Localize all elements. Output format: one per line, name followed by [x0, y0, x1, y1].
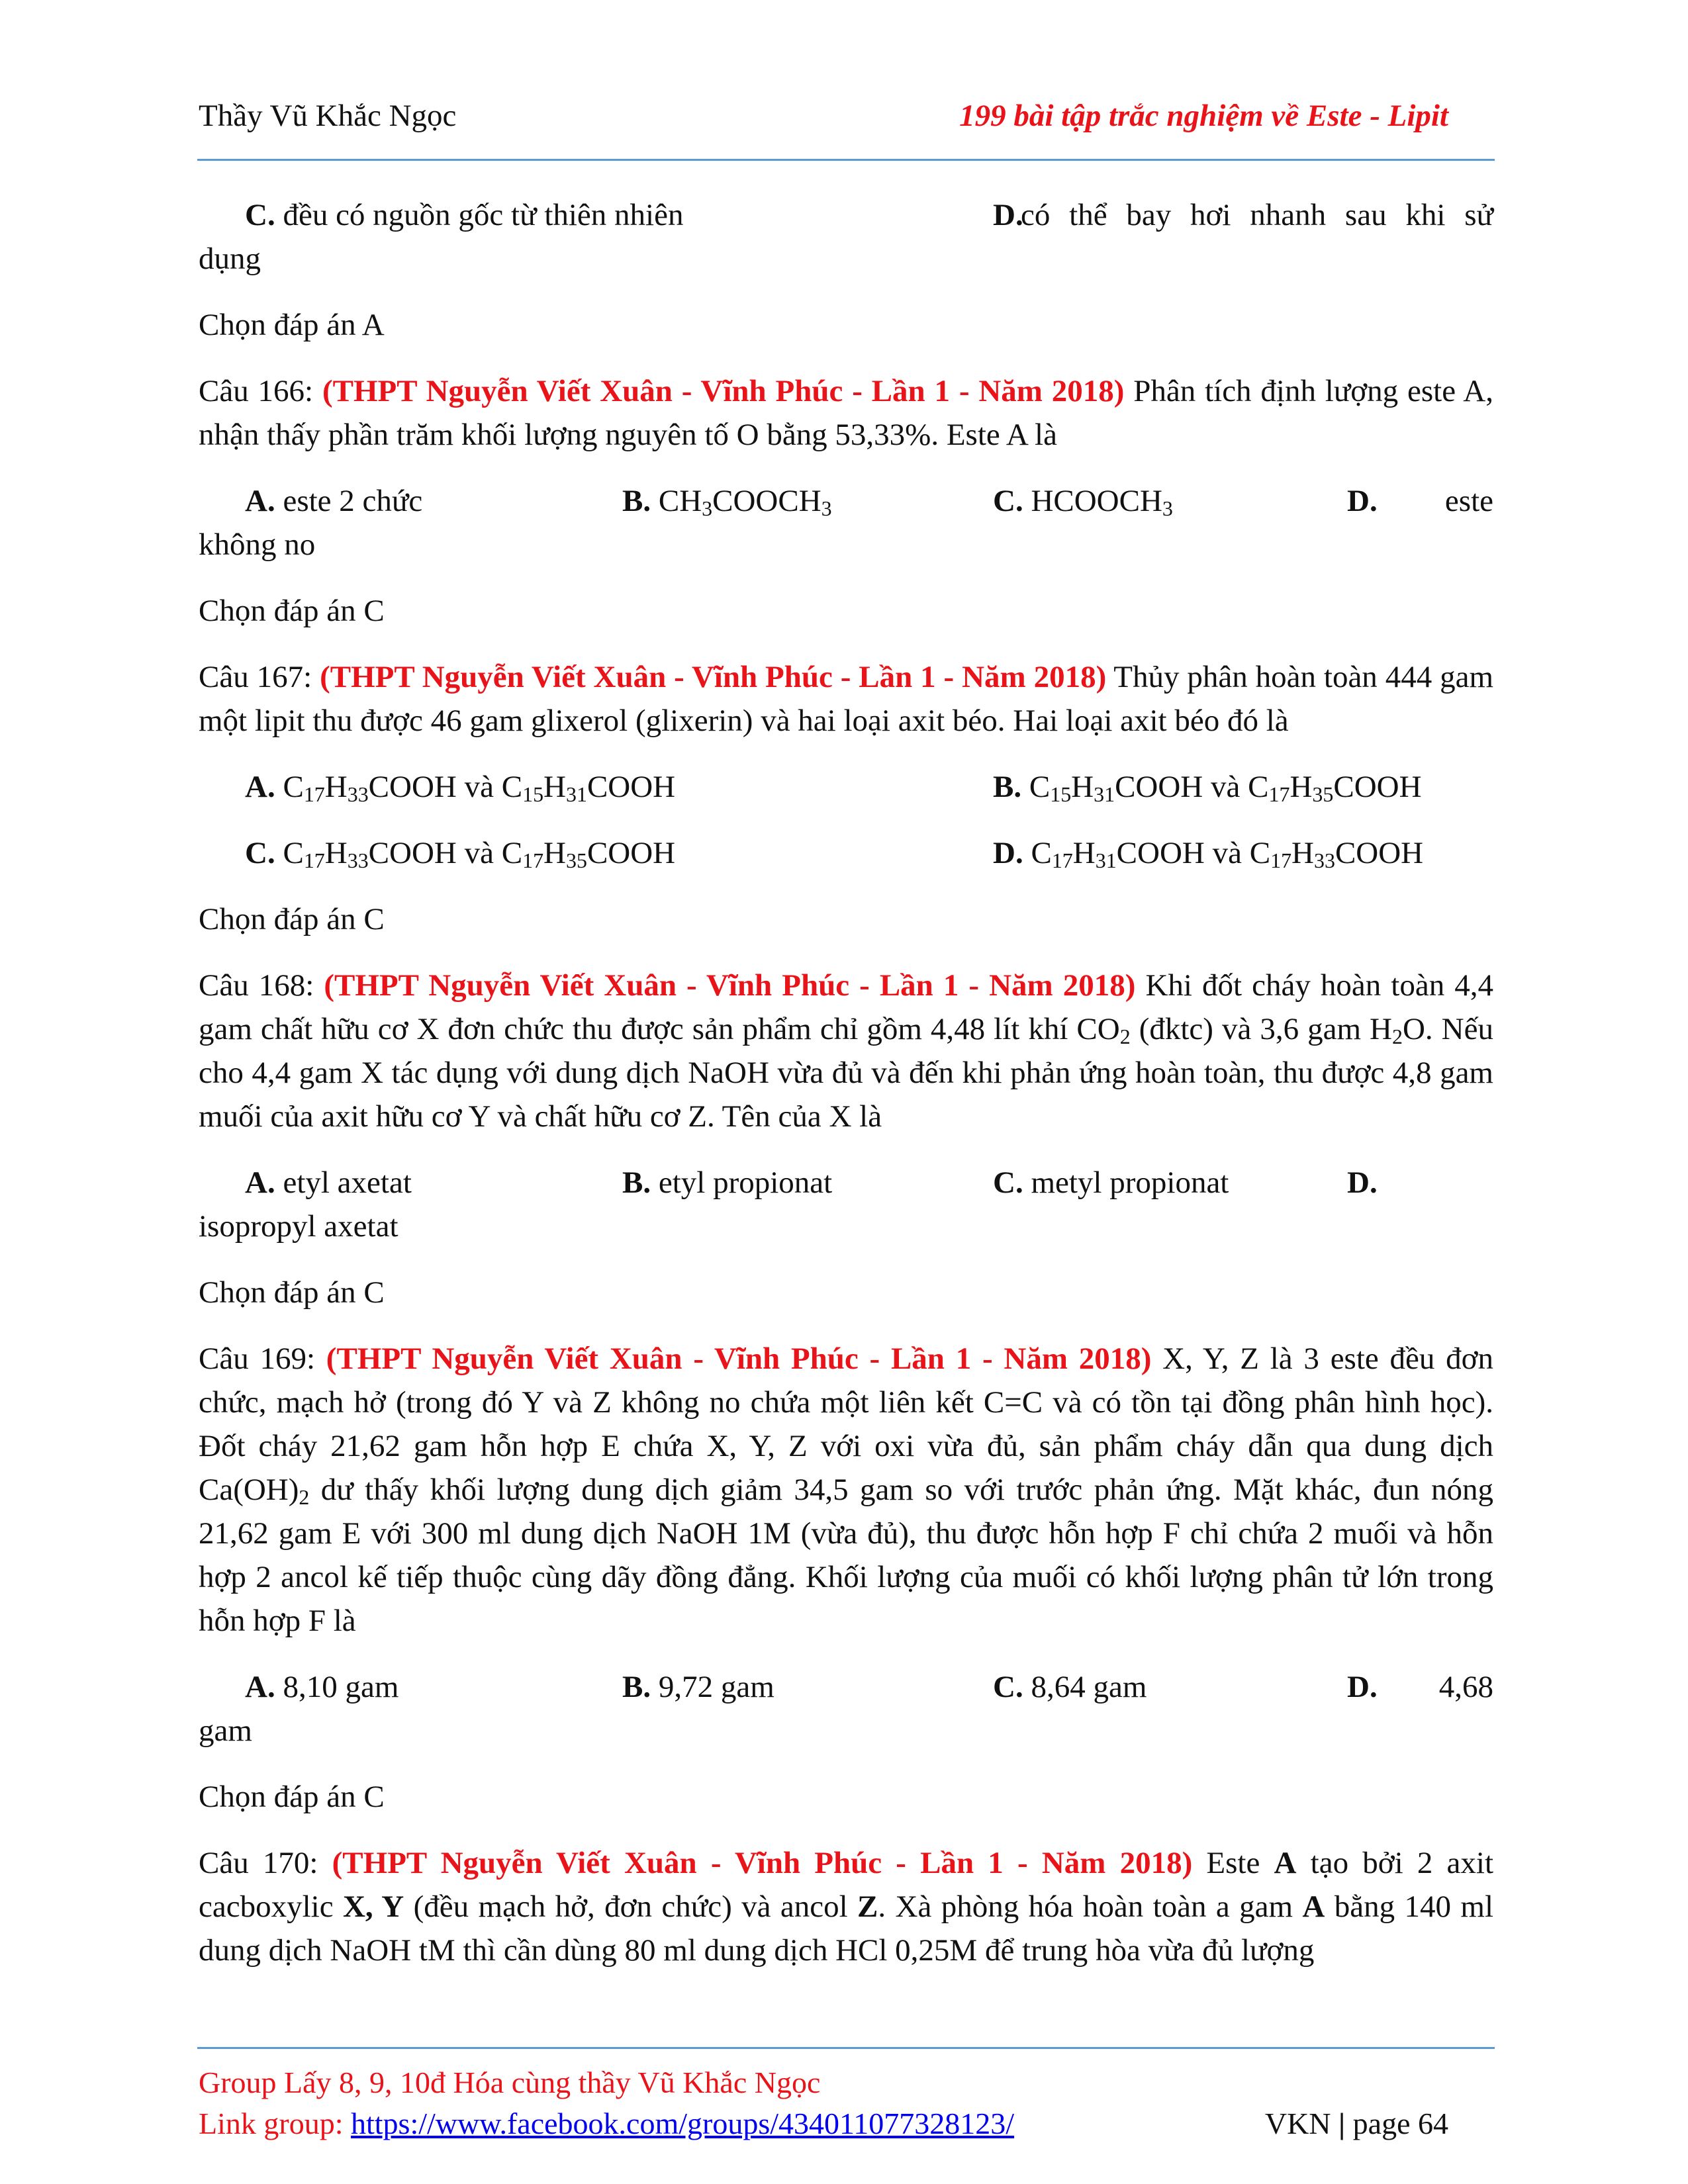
answer-168: Chọn đáp án C	[199, 1275, 385, 1310]
footer-group: Group Lấy 8, 9, 10đ Hóa cùng thầy Vũ Khắc Ngọc	[199, 2066, 821, 2099]
question-source: (THPT Nguyễn Viết Xuân - Vĩnh Phúc - Lần 1 - Năm 2018)	[320, 660, 1107, 694]
question-167: Câu 167: (THPT Nguyễn Viết Xuân - Vĩnh Phúc - Lần 1 - Năm 2018) Thủy phân hoàn toàn 444 gam một lipit thu được 46 gam glixerol (glixerin) và hai loại axit béo. Hai loại axit béo đó là	[199, 660, 1494, 738]
option-d: D.	[1347, 1165, 1378, 1200]
option-c: C. đều có nguồn gốc từ thiên nhiên	[245, 198, 684, 232]
option-a: A. etyl axetat	[245, 1165, 412, 1200]
footer-divider	[197, 2047, 1495, 2049]
option-d: D. 4,68	[1347, 1670, 1493, 1704]
facebook-group-link[interactable]: https://www.facebook.com/groups/434011077328123/	[350, 2107, 1015, 2140]
answer-167: Chọn đáp án C	[199, 902, 385, 936]
question-source: (THPT Nguyễn Viết Xuân - Vĩnh Phúc - Lần 1 - Năm 2018)	[326, 1342, 1152, 1376]
option-c: C. $HCOOCH_3$	[993, 484, 1173, 521]
answer-prev: Chọn đáp án A	[199, 308, 385, 342]
option-d: D. có thể bay hơi nhanh sau khi sử	[993, 198, 1493, 232]
header-title: 199 bài tập trắc nghiệm về Este - Lipit	[959, 99, 1448, 133]
option-d-wrap: isopropyl axetat	[199, 1209, 399, 1244]
option-d: D. $C_{17}H_{31}COOH$ và $C_{17}H_{33}COOH$	[993, 836, 1424, 873]
option-c: C. metyl propionat	[993, 1165, 1229, 1200]
option-d-wrap: gam	[199, 1713, 252, 1748]
footer-link-line: Link group: https://www.facebook.com/groups/434011077328123/	[199, 2107, 1015, 2140]
answer-169: Chọn đáp án C	[199, 1780, 385, 1814]
question-166-options	[199, 479, 1493, 567]
option-d-wrap: không no	[199, 527, 316, 562]
answer-166: Chọn đáp án C	[199, 594, 385, 628]
question-169: Câu 169: (THPT Nguyễn Viết Xuân - Vĩnh Phúc - Lần 1 - Năm 2018) X, Y, Z là 3 este đều đơn chức, mạch hở (trong đó Y và Z không no chứa một liên kết C=C và có tồn tại đồng phân hình học). Đốt cháy 21,62 gam hỗn hợp E chứa X, Y, Z với oxi vừa đủ, sản phẩm cháy dẫn qua dung dịch $Ca(OH)_2$ dư thấy khối lượng dung dịch giảm 34,5 gam so với trước phản ứng. Mặt khác, đun nóng 21,62 gam E với 300 ml dung dịch NaOH 1M (vừa đủ), thu được hỗn hợp F chỉ chứa 2 muối và hỗn hợp 2 ancol kế tiếp thuộc cùng dãy đồng đẳng. Khối lượng của muối có khối lượng phân tử lớn trong hỗn hợp F là	[199, 1342, 1493, 1638]
option-a: A. este 2 chức	[245, 484, 423, 518]
option-b: B. $CH_3COOCH_3$	[622, 484, 832, 521]
question-source: (THPT Nguyễn Viết Xuân - Vĩnh Phúc - Lần 1 - Năm 2018)	[324, 968, 1136, 1003]
option-a: A. 8,10 gam	[245, 1670, 399, 1704]
footer-page-number: VKN | page 64	[1264, 2107, 1448, 2140]
option-b: B. $C_{15}H_{31}COOH$ và $C_{17}H_{35}COOH$	[993, 770, 1422, 807]
option-a: A. $C_{17}H_{33}COOH$ và $C_{15}H_{31}COOH$	[245, 770, 676, 807]
question-168: Câu 168: (THPT Nguyễn Viết Xuân - Vĩnh Phúc - Lần 1 - Năm 2018) Khi đốt cháy hoàn toàn 4,4 gam chất hữu cơ X đơn chức thu được sản phẩm chỉ gồm 4,48 lít khí $CO_2$ (đktc) và 3,6 gam $H_2O$. Nếu cho 4,4 gam X tác dụng với dung dịch NaOH vừa đủ và đến khi phản ứng hoàn toàn, thu được 4,8 gam muối của axit hữu cơ Y và chất hữu cơ Z. Tên của X là	[199, 968, 1494, 1134]
header-author: Thầy Vũ Khắc Ngọc	[199, 99, 457, 133]
header-divider	[197, 159, 1495, 161]
option-d: D. este	[1347, 484, 1493, 518]
question-166: Câu 166: (THPT Nguyễn Viết Xuân - Vĩnh Phúc - Lần 1 - Năm 2018) Phân tích định lượng este A, nhận thấy phần trăm khối lượng nguyên tố O bằng 53,33%. Este A là	[199, 374, 1493, 452]
question-169-options	[199, 1665, 1493, 1752]
page-content	[199, 193, 1493, 1995]
option-b: B. 9,72 gam	[622, 1670, 774, 1704]
option-c: C. $C_{17}H_{33}COOH$ và $C_{17}H_{35}COOH$	[245, 836, 676, 873]
question-167-options	[199, 765, 1493, 875]
question-source: (THPT Nguyễn Viết Xuân - Vĩnh Phúc - Lần 1 - Năm 2018)	[332, 1846, 1193, 1880]
prev-question-options	[199, 193, 1493, 281]
option-b: B. etyl propionat	[622, 1165, 833, 1200]
question-170: Câu 170: (THPT Nguyễn Viết Xuân - Vĩnh Phúc - Lần 1 - Năm 2018) Este A tạo bởi 2 axit cacboxylic X, Y (đều mạch hở, đơn chức) và ancol Z. Xà phòng hóa hoàn toàn a gam A bằng 140 ml dung dịch NaOH tM thì cần dùng 80 ml dung dịch HCl 0,25M để trung hòa vừa đủ lượng	[199, 1846, 1494, 1968]
option-c: C. 8,64 gam	[993, 1670, 1147, 1704]
question-source: (THPT Nguyễn Viết Xuân - Vĩnh Phúc - Lần 1 - Năm 2018)	[322, 374, 1125, 408]
question-168-options	[199, 1161, 1493, 1248]
option-d-wrap: dụng	[199, 242, 261, 276]
